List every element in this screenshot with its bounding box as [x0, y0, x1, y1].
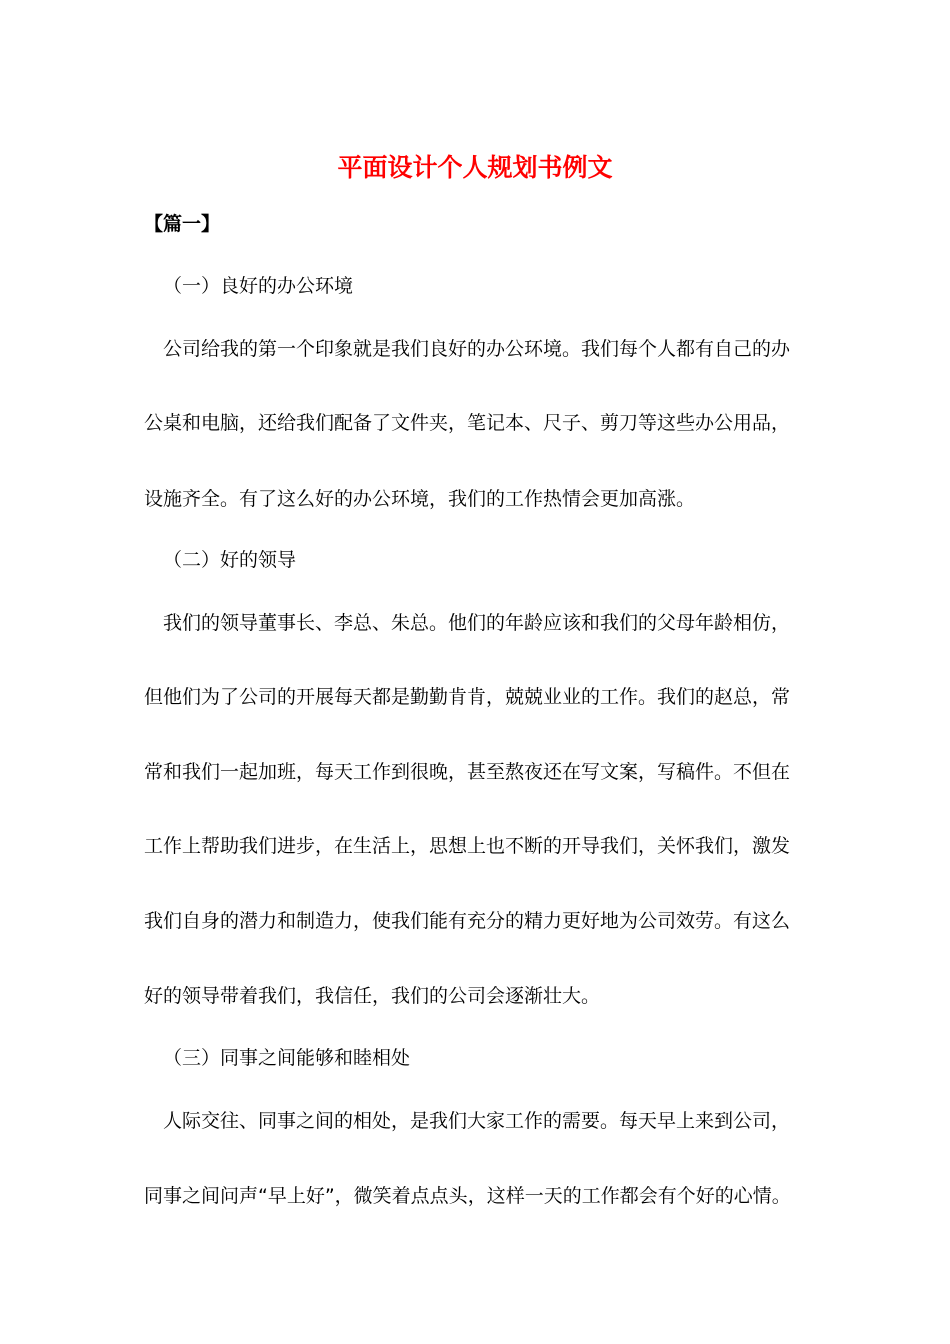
section-label: 【篇一】: [144, 213, 221, 235]
paragraph-line: 我们自身的潜力和制造力，使我们能有充分的精力更好地为公司效劳。有这么: [144, 910, 791, 932]
paragraph-line: 常和我们一起加班，每天工作到很晚，甚至熬夜还在写文案，写稿件。不但在: [144, 761, 791, 783]
paragraph-line: 人际交往、同事之间的相处，是我们大家工作的需要。每天早上来到公司，: [163, 1110, 791, 1132]
paragraph-line: 我们的领导董事长、李总、朱总。他们的年龄应该和我们的父母年龄相仿，: [163, 612, 791, 634]
subheading-office-environment: （一）良好的办公环境: [163, 275, 354, 297]
document-title: 平面设计个人规划书例文: [337, 153, 613, 182]
subheading-good-leaders: （二）好的领导: [163, 549, 297, 571]
paragraph-line: 公桌和电脑，还给我们配备了文件夹，笔记本、尺子、剪刀等这些办公用品，: [144, 412, 791, 434]
paragraph-line: 设施齐全。有了这么好的办公环境，我们的工作热情会更加高涨。: [144, 488, 696, 510]
paragraph-line: 好的领导带着我们，我信任，我们的公司会逐渐壮大。: [144, 985, 601, 1007]
paragraph-line: 但他们为了公司的开展每天都是勤勤肯肯，兢兢业业的工作。我们的赵总，常: [144, 686, 791, 708]
paragraph-line: 工作上帮助我们进步，在生活上，思想上也不断的开导我们，关怀我们，激发: [144, 835, 791, 857]
paragraph-line: 公司给我的第一个印象就是我们良好的办公环境。我们每个人都有自己的办: [163, 338, 791, 360]
paragraph-line: 同事之间问声“早上好”，微笑着点点头，这样一天的工作都会有个好的心情。: [144, 1185, 791, 1207]
subheading-colleagues: （三）同事之间能够和睦相处: [163, 1047, 411, 1069]
